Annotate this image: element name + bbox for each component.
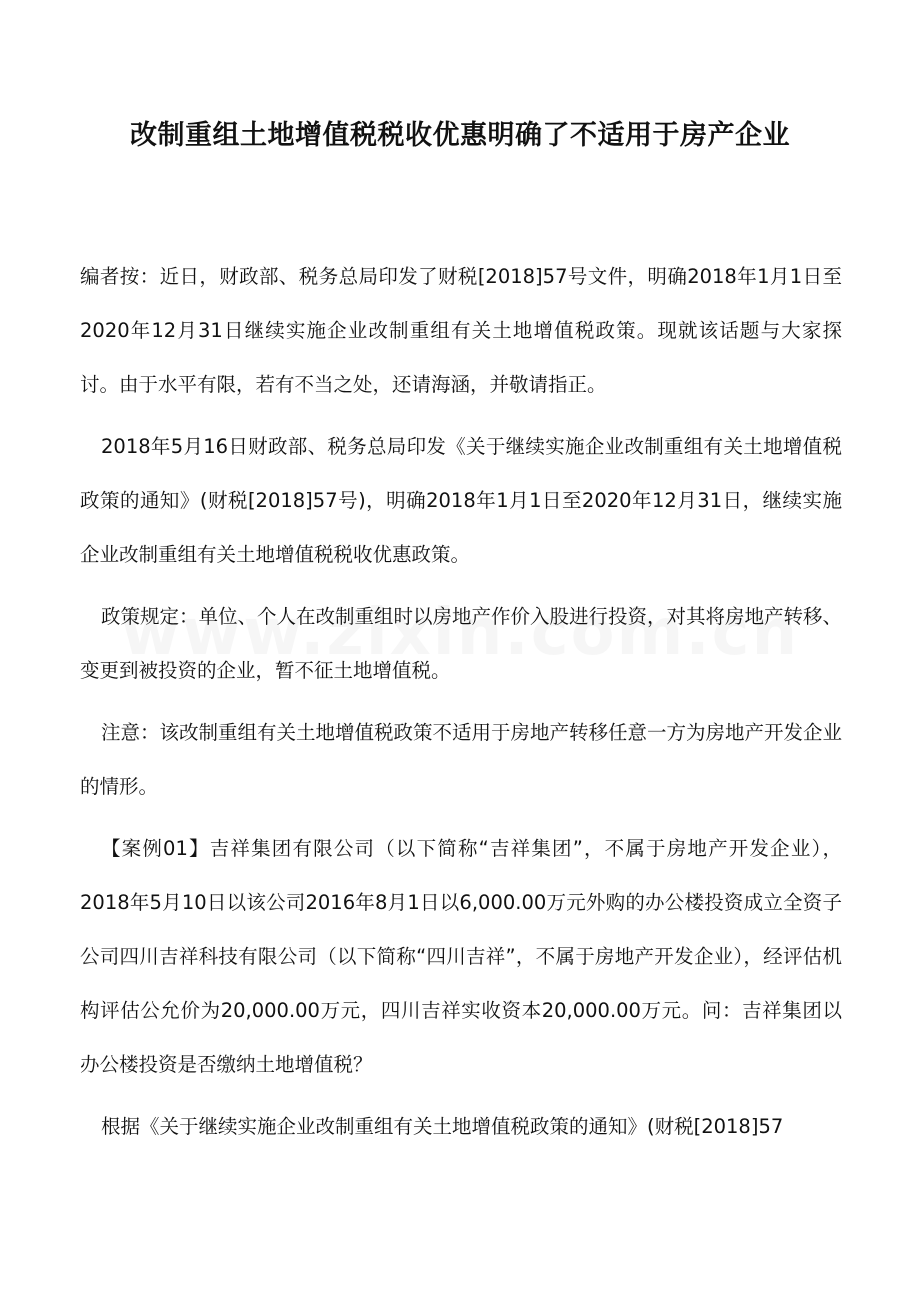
document-body: [80, 250, 842, 1162]
policy-rule-paragraph: 政策规定：单位、个人在改制重组时以房地产作价入股进行投资，对其将房地产转移、变更到被投资的企业，暂不征土地增值税。: [80, 605, 843, 682]
analysis-paragraph: 根据《关于继续实施企业改制重组有关土地增值税政策的通知》(财税[2018]57: [101, 1115, 784, 1138]
policy-note-paragraph: 注意：该改制重组有关土地增值税政策不适用于房地产转移任意一方为房地产开发企业的情形。: [80, 721, 843, 798]
document-title: 改制重组土地增值税税收优惠明确了不适用于房产企业: [130, 120, 790, 151]
case-01-paragraph: 【案例01】吉祥集团有限公司（以下简称“吉祥集团”，不属于房地产开发企业），2018年5月10日以该公司2016年8月1日以6,000.00万元外购的办公楼投资成立全资子公司四川吉祥科技有限公司（以下简称“四川吉祥”，不属于房地产开发企业），经评估机构评估公允价为20,000.00万元，四川吉祥实收资本20,000.00万元。问：吉祥集团以办公楼投资是否缴纳土地增值税？: [80, 837, 842, 1076]
policy-issue-paragraph: 2018年5月16日财政部、税务总局印发《关于继续实施企业改制重组有关土地增值税政策的通知》(财税[2018]57号)，明确2018年1月1日至2020年12月31日，继续实施企业改制重组有关土地增值税税收优惠政策。: [80, 435, 842, 566]
editor-note-paragraph: 编者按：近日，财政部、税务总局印发了财税[2018]57号文件，明确2018年1月1日至2020年12月31日继续实施企业改制重组有关土地增值税政策。现就该话题与大家探讨。由于水平有限，若有不当之处，还请海涵，并敬请指正。: [80, 265, 842, 396]
